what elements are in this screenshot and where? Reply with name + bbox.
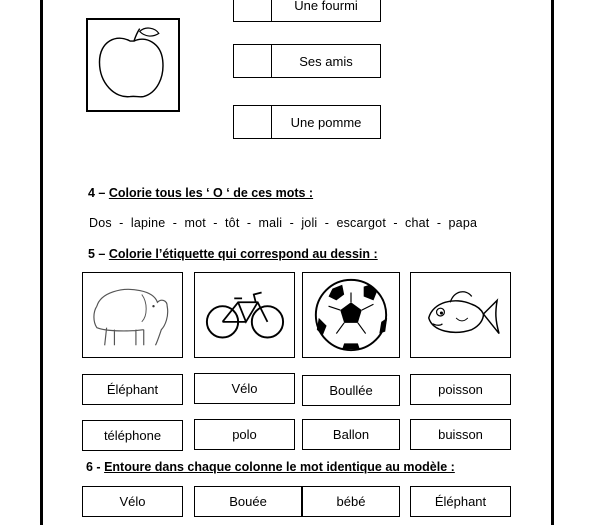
label-option[interactable]: Boullée: [302, 375, 400, 406]
option-label: Ses amis: [299, 53, 353, 69]
label-option[interactable]: téléphone: [82, 420, 183, 451]
option-box[interactable]: [233, 105, 381, 139]
model-word: Éléphant: [410, 486, 511, 517]
label-option[interactable]: Ballon: [302, 419, 400, 450]
elephant-picture: [82, 272, 183, 358]
exercise-4-heading: [88, 186, 313, 200]
option-checkbox[interactable]: [234, 45, 272, 77]
exercise-6-number: 6 -: [86, 460, 101, 474]
exercise-4-title: Colorie tous les ‘ O ‘ de ces mots :: [108, 186, 314, 200]
elephant-icon: [83, 273, 182, 357]
model-word: Bouée: [194, 486, 302, 517]
label-option[interactable]: Éléphant: [82, 374, 183, 405]
bicycle-icon: [195, 273, 294, 357]
model-word: Vélo: [82, 486, 183, 517]
label-option[interactable]: buisson: [410, 419, 511, 450]
exercise-4-number: 4 –: [88, 186, 106, 200]
fish-icon: [411, 273, 510, 357]
page-border-right: [551, 0, 554, 525]
ball-picture: [302, 272, 400, 358]
exercise-6-heading: [86, 460, 455, 474]
option-label: Une fourmi: [294, 0, 358, 13]
apple-icon: [88, 20, 178, 110]
exercise-6-title: Entoure dans chaque colonne le mot identique au modèle :: [104, 460, 455, 474]
exercise-4-words: Dos - lapine - mot - tôt - mali - joli - escargot - chat - papa: [89, 216, 478, 230]
exercise-5-title: Colorie l’étiquette qui correspond au dessin :: [108, 247, 378, 261]
label-option[interactable]: Vélo: [194, 373, 295, 404]
soccer-ball-icon: [303, 273, 399, 357]
label-option[interactable]: poisson: [410, 374, 511, 405]
fish-picture: [410, 272, 511, 358]
model-word: bébé: [302, 486, 400, 517]
option-checkbox[interactable]: [234, 106, 272, 138]
option-checkbox[interactable]: [234, 0, 272, 21]
option-box[interactable]: [233, 44, 381, 78]
option-box[interactable]: [233, 0, 381, 22]
label-option[interactable]: polo: [194, 419, 295, 450]
exercise-5-number: 5 –: [88, 247, 106, 261]
page-border-left: [40, 0, 43, 525]
exercise-5-heading: [88, 247, 378, 261]
bicycle-picture: [194, 272, 295, 358]
option-label: Une pomme: [290, 114, 362, 130]
apple-picture: [86, 18, 180, 112]
